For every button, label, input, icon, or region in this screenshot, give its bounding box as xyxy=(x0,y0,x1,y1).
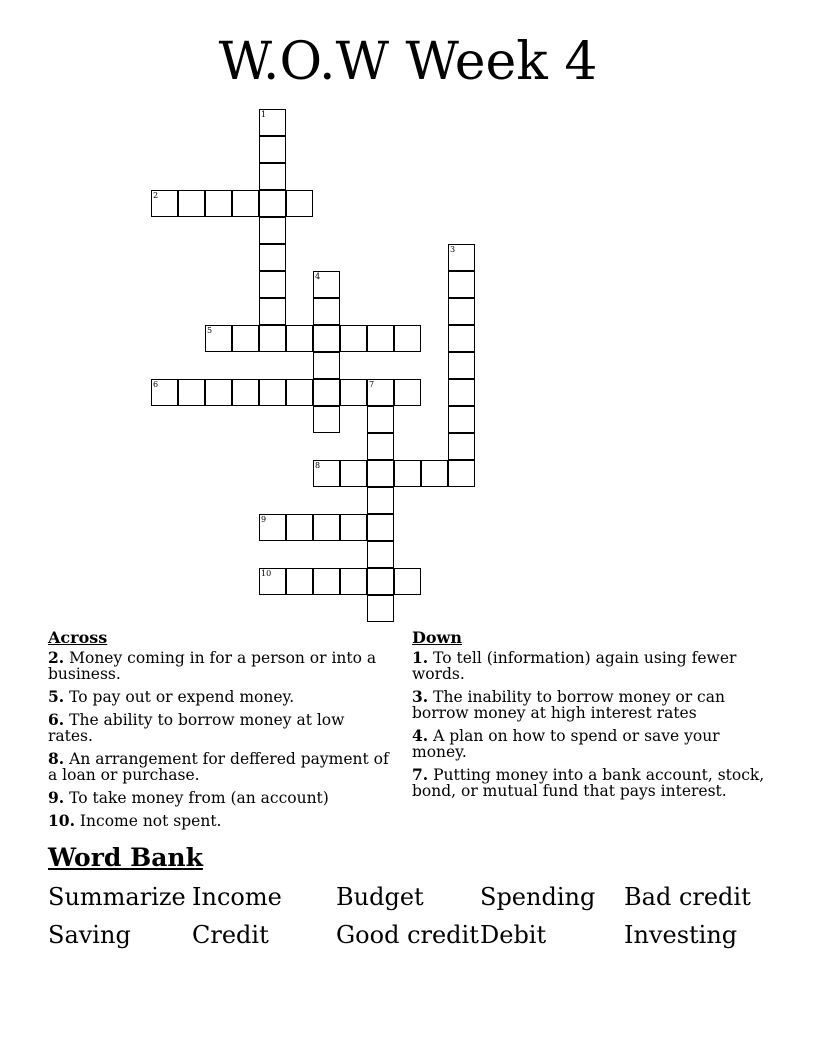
crossword-cell-9[interactable] xyxy=(259,514,286,541)
crossword-cell[interactable] xyxy=(448,325,475,352)
crossword-cell[interactable] xyxy=(340,325,367,352)
clue-text: The inability to borrow money or can borrow money at high interest rates xyxy=(412,688,725,722)
word-bank-item: Summarize xyxy=(48,883,186,911)
clue-number: 5. xyxy=(48,687,65,706)
across-clues xyxy=(48,628,393,836)
clue-text: To tell (information) again using fewer words. xyxy=(412,649,737,683)
crossword-cell[interactable] xyxy=(448,352,475,379)
crossword-cell[interactable] xyxy=(313,325,340,352)
crossword-cell[interactable] xyxy=(259,163,286,190)
page-title: W.O.W Week 4 xyxy=(218,32,598,92)
crossword-cell[interactable] xyxy=(448,298,475,325)
crossword-cell[interactable] xyxy=(367,595,394,622)
clue-across-6 xyxy=(48,712,393,744)
clue-text: Putting money into a bank account, stock, bond, or mutual fund that pays interest. xyxy=(412,766,765,800)
crossword-cell[interactable] xyxy=(394,379,421,406)
clue-text: Money coming in for a person or into a business. xyxy=(48,649,377,683)
clue-text: To take money from (an account) xyxy=(69,789,329,807)
crossword-cell[interactable] xyxy=(205,190,232,217)
cell-number: 4 xyxy=(315,272,321,281)
crossword-cell-3[interactable] xyxy=(448,244,475,271)
clue-across-9 xyxy=(48,790,393,806)
word-bank-item: Spending xyxy=(480,883,596,911)
crossword-cell[interactable] xyxy=(286,190,313,217)
clue-across-8 xyxy=(48,751,393,783)
crossword-cell[interactable] xyxy=(286,568,313,595)
crossword-cell[interactable] xyxy=(394,325,421,352)
word-bank-row xyxy=(48,880,788,918)
crossword-cell[interactable] xyxy=(286,379,313,406)
crossword-cell-10[interactable] xyxy=(259,568,286,595)
crossword-cell[interactable] xyxy=(178,379,205,406)
word-bank-item: Bad credit xyxy=(624,883,751,911)
crossword-grid xyxy=(151,109,481,629)
crossword-cell[interactable] xyxy=(340,460,367,487)
crossword-cell[interactable] xyxy=(232,379,259,406)
word-bank xyxy=(48,880,788,956)
crossword-cell[interactable] xyxy=(367,460,394,487)
cell-number: 3 xyxy=(450,245,456,254)
crossword-cell[interactable] xyxy=(367,514,394,541)
down-clues xyxy=(412,628,777,806)
clue-number: 1. xyxy=(412,648,429,667)
word-bank-item: Investing xyxy=(624,921,738,949)
cell-number: 5 xyxy=(207,326,213,335)
crossword-cell[interactable] xyxy=(367,568,394,595)
crossword-cell[interactable] xyxy=(259,136,286,163)
across-heading: Across xyxy=(48,628,108,647)
clue-number: 10. xyxy=(48,811,75,830)
clue-number: 4. xyxy=(412,726,429,745)
word-bank-item: Income xyxy=(192,883,282,911)
crossword-cell[interactable] xyxy=(313,406,340,433)
crossword-cell[interactable] xyxy=(367,487,394,514)
crossword-cell[interactable] xyxy=(340,379,367,406)
crossword-cell[interactable] xyxy=(259,325,286,352)
clue-number: 7. xyxy=(412,765,429,784)
crossword-cell[interactable] xyxy=(313,298,340,325)
clue-down-4 xyxy=(412,728,777,760)
clue-across-2 xyxy=(48,650,393,682)
word-bank-row xyxy=(48,918,788,956)
crossword-cell[interactable] xyxy=(448,271,475,298)
crossword-cell[interactable] xyxy=(448,379,475,406)
crossword-cell[interactable] xyxy=(448,406,475,433)
crossword-cell[interactable] xyxy=(259,298,286,325)
clue-down-7 xyxy=(412,767,777,799)
crossword-cell[interactable] xyxy=(313,352,340,379)
crossword-cell[interactable] xyxy=(367,541,394,568)
word-bank-item: Good credit xyxy=(336,921,479,949)
crossword-cell[interactable] xyxy=(394,568,421,595)
crossword-cell[interactable] xyxy=(178,190,205,217)
crossword-cell[interactable] xyxy=(259,379,286,406)
clue-number: 6. xyxy=(48,710,65,729)
cell-number: 1 xyxy=(261,110,267,119)
crossword-cell[interactable] xyxy=(367,325,394,352)
down-heading: Down xyxy=(412,628,462,647)
crossword-cell[interactable] xyxy=(286,325,313,352)
clue-down-3 xyxy=(412,689,777,721)
crossword-cell[interactable] xyxy=(286,514,313,541)
crossword-cell-5[interactable] xyxy=(205,325,232,352)
clue-text: Income not spent. xyxy=(79,812,222,830)
crossword-cell[interactable] xyxy=(259,244,286,271)
clue-across-10 xyxy=(48,813,393,829)
cell-number: 8 xyxy=(315,461,321,470)
crossword-cell[interactable] xyxy=(259,271,286,298)
crossword-cell[interactable] xyxy=(421,460,448,487)
crossword-cell[interactable] xyxy=(340,514,367,541)
crossword-cell[interactable] xyxy=(232,190,259,217)
clue-text: To pay out or expend money. xyxy=(69,688,295,706)
cell-number: 2 xyxy=(153,191,159,200)
crossword-cell[interactable] xyxy=(232,325,259,352)
crossword-cell-1[interactable] xyxy=(259,109,286,136)
clue-text: A plan on how to spend or save your money. xyxy=(412,727,720,761)
word-bank-item: Credit xyxy=(192,921,269,949)
word-bank-item: Budget xyxy=(336,883,424,911)
crossword-cell[interactable] xyxy=(259,217,286,244)
cell-number: 9 xyxy=(261,515,267,524)
word-bank-title: Word Bank xyxy=(48,843,203,872)
clue-down-1 xyxy=(412,650,777,682)
crossword-cell-8[interactable] xyxy=(313,460,340,487)
crossword-cell[interactable] xyxy=(313,379,340,406)
crossword-cell[interactable] xyxy=(394,460,421,487)
crossword-cell[interactable] xyxy=(340,568,367,595)
cell-number: 7 xyxy=(369,380,375,389)
word-bank-item: Saving xyxy=(48,921,131,949)
clue-number: 2. xyxy=(48,648,65,667)
crossword-cell[interactable] xyxy=(367,433,394,460)
crossword-cell-7[interactable] xyxy=(367,379,394,406)
clue-text: The ability to borrow money at low rates. xyxy=(48,711,345,745)
crossword-cell[interactable] xyxy=(259,190,286,217)
crossword-cell-2[interactable] xyxy=(151,190,178,217)
clue-across-5 xyxy=(48,689,393,705)
cell-number: 10 xyxy=(261,569,272,578)
cell-number: 6 xyxy=(153,380,159,389)
clue-number: 9. xyxy=(48,788,65,807)
crossword-cell[interactable] xyxy=(205,379,232,406)
crossword-cell[interactable] xyxy=(448,460,475,487)
crossword-cell[interactable] xyxy=(313,568,340,595)
crossword-cell[interactable] xyxy=(367,406,394,433)
crossword-cell-6[interactable] xyxy=(151,379,178,406)
crossword-cell[interactable] xyxy=(448,433,475,460)
word-bank-item: Debit xyxy=(480,921,547,949)
clue-number: 3. xyxy=(412,687,429,706)
crossword-cell-4[interactable] xyxy=(313,271,340,298)
clue-text: An arrangement for deffered payment of a loan or purchase. xyxy=(48,750,389,784)
crossword-cell[interactable] xyxy=(313,514,340,541)
clue-number: 8. xyxy=(48,749,65,768)
